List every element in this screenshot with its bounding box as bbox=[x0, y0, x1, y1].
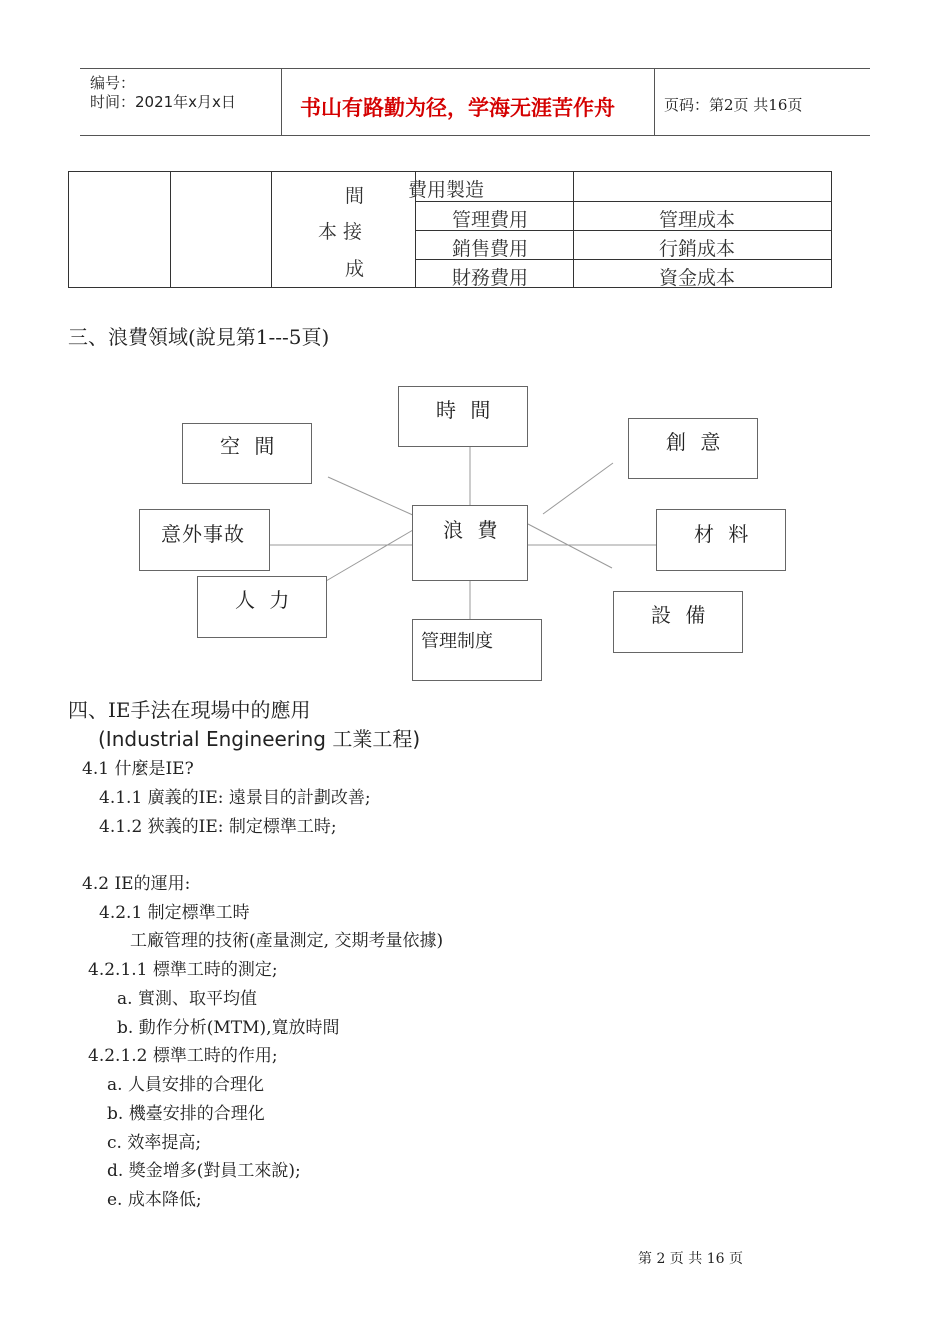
cost-item-label: 費用製造 bbox=[408, 179, 485, 201]
cost-item-label: 財務費用 bbox=[452, 267, 529, 289]
cost-item-value: 資金成本 bbox=[659, 267, 736, 289]
connector-line bbox=[543, 463, 613, 514]
waste-node-manpower-label: 人 力 bbox=[235, 588, 294, 612]
cost-item-value: 管理成本 bbox=[659, 209, 736, 231]
indirect-cost-text: 間 bbox=[345, 185, 365, 207]
list-item: a. 人員安排的合理化 bbox=[107, 1075, 264, 1095]
list-item: 工廠管理的技術(產量測定, 交期考量依據) bbox=[130, 931, 444, 951]
waste-node-time-label: 時 間 bbox=[436, 398, 495, 422]
list-item: b. 機臺安排的合理化 bbox=[107, 1104, 265, 1124]
waste-node-equipment-label: 設 備 bbox=[651, 603, 710, 627]
cost-item-value: 行銷成本 bbox=[659, 238, 736, 260]
document-date: 时间：2021年x月x日 bbox=[90, 93, 236, 111]
cost-item-label: 銷售費用 bbox=[452, 238, 529, 260]
list-item: 4.2.1.1 標準工時的測定; bbox=[88, 960, 278, 980]
indirect-cost-text: 成 bbox=[345, 258, 365, 280]
connector-line bbox=[328, 477, 415, 516]
connector-line bbox=[528, 524, 612, 568]
document-number-label: 编号： bbox=[90, 74, 136, 92]
page-counter: 页码：第2页 共16页 bbox=[664, 96, 803, 114]
section-three-title: 三、浪費領域(說見第1---5頁) bbox=[68, 325, 330, 349]
header-motto: 书山有路勤为径，学海无涯苦作舟 bbox=[300, 95, 615, 120]
indirect-cost-text: 本 接 bbox=[318, 221, 363, 243]
waste-node-center-label: 浪 費 bbox=[443, 518, 502, 542]
page-footer: 第 2 页 共 16 页 bbox=[638, 1251, 743, 1267]
waste-node-accident-label: 意外事故 bbox=[161, 522, 245, 546]
waste-node-creativity-label: 創 意 bbox=[666, 430, 725, 454]
list-item: d. 獎金增多(對員工來說); bbox=[107, 1161, 301, 1181]
waste-node-space-label: 空 間 bbox=[220, 434, 279, 458]
list-item: c. 效率提高; bbox=[107, 1133, 202, 1153]
waste-node-management-label: 管理制度 bbox=[421, 631, 493, 652]
list-item: 4.1 什麼是IE? bbox=[82, 759, 194, 779]
connector-line bbox=[326, 530, 413, 581]
cost-item-label: 管理費用 bbox=[452, 209, 529, 231]
section-four-subtitle: (Industrial Engineering 工業工程) bbox=[98, 727, 421, 751]
waste-node-material-label: 材 料 bbox=[694, 522, 753, 546]
list-item: b. 動作分析(MTM),寬放時間 bbox=[117, 1018, 340, 1038]
list-item: e. 成本降低; bbox=[107, 1190, 202, 1210]
list-item: a. 實測、取平均值 bbox=[117, 989, 257, 1009]
list-item: 4.1.1 廣義的IE: 遠景目的計劃改善; bbox=[99, 788, 371, 808]
section-four-title: 四、IE手法在現場中的應用 bbox=[68, 698, 311, 722]
list-item: 4.1.2 狹義的IE: 制定標準工時; bbox=[99, 817, 337, 837]
list-item: 4.2 IE的運用: bbox=[82, 874, 191, 894]
list-item: 4.2.1.2 標準工時的作用; bbox=[88, 1046, 278, 1066]
list-item: 4.2.1 制定標準工時 bbox=[99, 903, 250, 923]
